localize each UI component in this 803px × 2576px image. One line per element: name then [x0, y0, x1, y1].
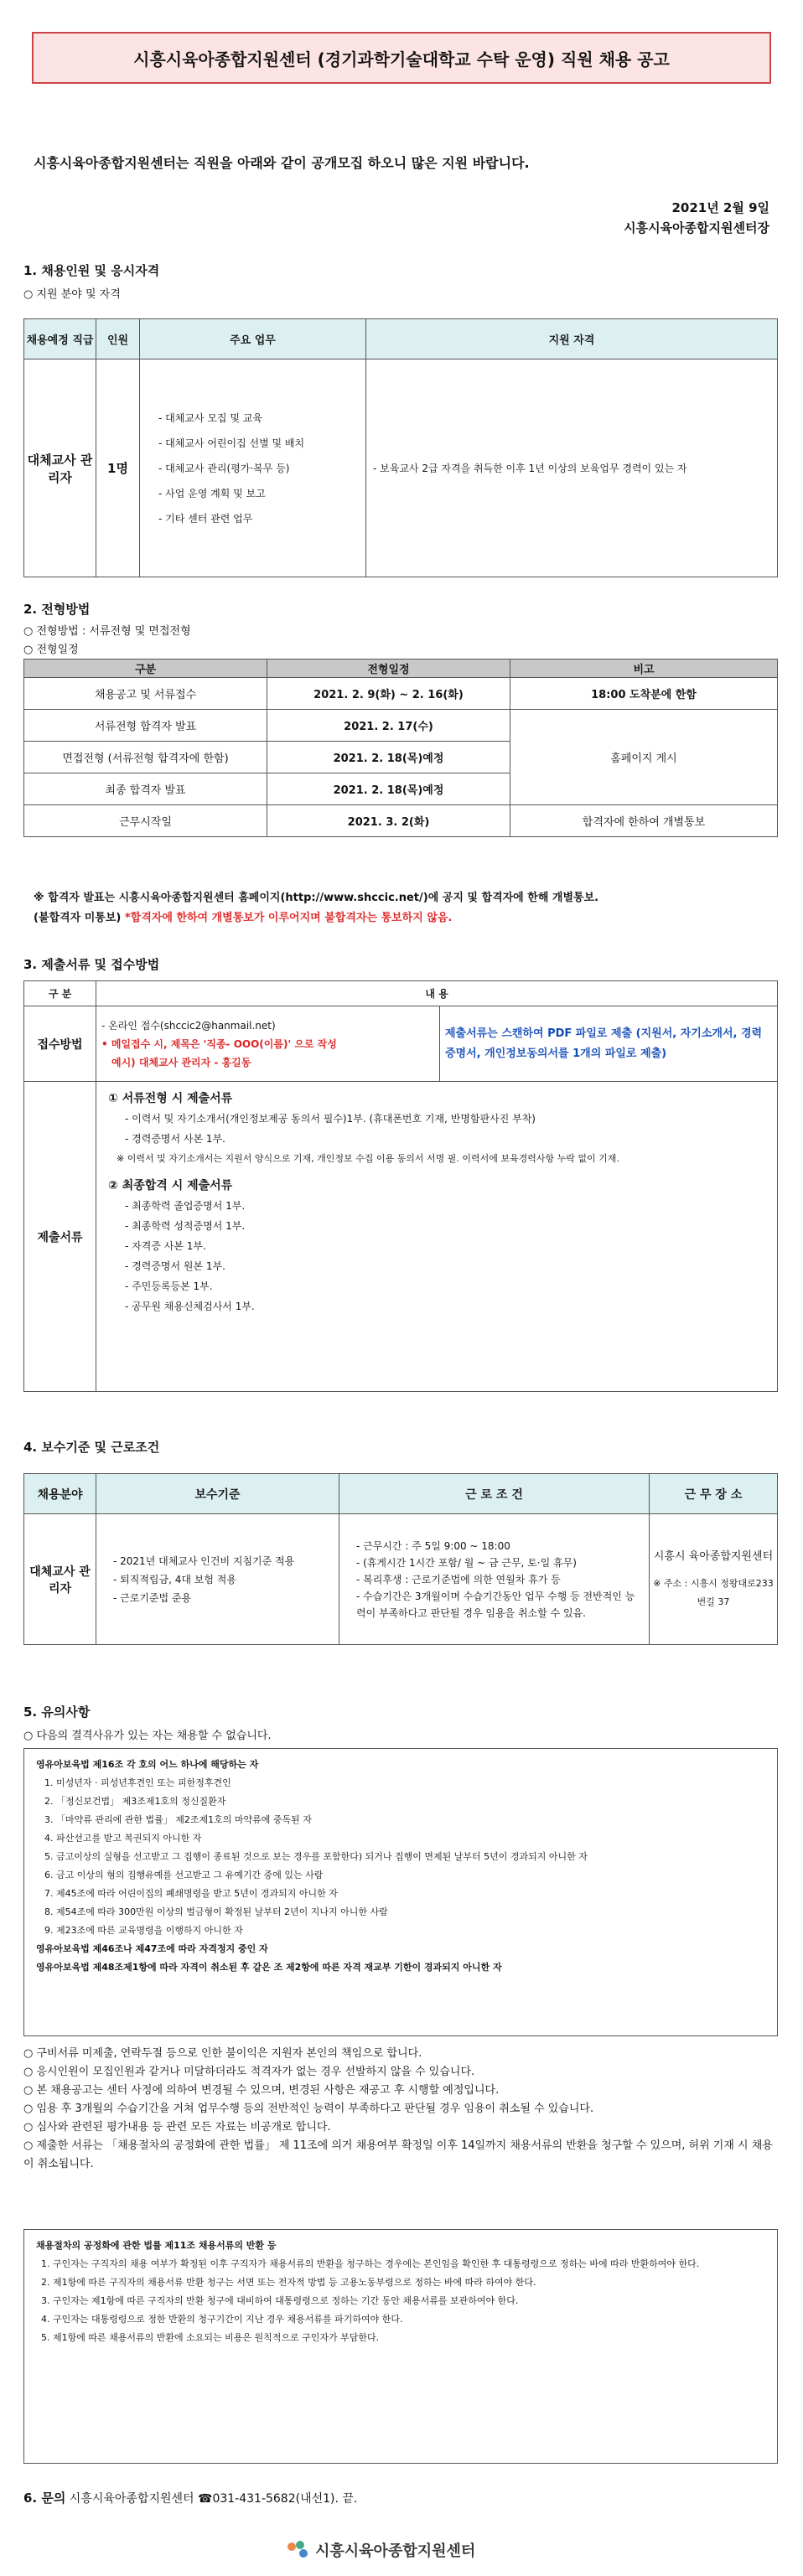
docs2-title: ② 최종합격 시 제출서류: [108, 1179, 233, 1192]
place-name: 시흥시 육아종합지원센터: [653, 1549, 774, 1563]
col-header: 전형일정: [267, 660, 510, 678]
col-header: 구분: [24, 660, 267, 678]
section-1-sub: ○ 지원 분야 및 자격: [23, 288, 121, 301]
method-example: 예시) 대체교사 관리자 - 홍길동: [111, 1056, 251, 1068]
field-cell: 대체교사 관리자: [24, 1514, 96, 1645]
doc-item: - 이력서 및 자기소개서(개인정보제공 동의서 필수)1부. (휴대폰번호 기재, 반명함판사진 부착): [125, 1109, 765, 1129]
method-right: 제출서류는 스캔하여 PDF 파일로 제출 (지원서, 자기소개서, 경력증명서, 개인정보동의서를 1개의 파일로 제출): [440, 1006, 778, 1082]
condition-item: - 수습기간은 3개월이며 수습기간동안 업무 수행 등 전반적인 능력이 부족하다고 판단될 경우 임용을 취소할 수 있음.: [356, 1588, 644, 1622]
method-left: [96, 1006, 440, 1082]
disqualification-item: 6. 금고 이상의 형의 집행유예를 선고받고 그 유예기간 중에 있는 사람: [44, 1870, 324, 1880]
disqualification-item: 1. 미성년자 · 피성년후견인 또는 피한정후견인: [44, 1777, 231, 1788]
col-header: 근 로 조 건: [339, 1474, 650, 1514]
footer-logo: [285, 2539, 475, 2561]
duties-list: [147, 406, 365, 531]
col-header: 주요 업무: [140, 319, 366, 360]
schedule-table: [23, 659, 778, 837]
pay-list: [101, 1552, 338, 1607]
section-2-title: 2. 전형방법: [23, 602, 91, 617]
return-rule-item: 5. 제1항에 따른 채용서류의 반환에 소요되는 비용은 원칙적으로 구인자가 부담한다.: [41, 2332, 380, 2343]
schedule-date: 2021. 3. 2(화): [267, 805, 510, 837]
pay-item: - 2021년 대체교사 인건비 지침기준 적용: [113, 1552, 338, 1570]
disqualification-item: 7. 제45조에 따라 어린이집의 폐쇄명령을 받고 5년이 경과되지 아니한 자: [44, 1888, 338, 1899]
center-logo-icon: [285, 2540, 310, 2560]
docs1-note: ※ 이력서 및 자기소개서는 지원서 양식으로 기재, 개인정보 수집 이용 동의서 서명 필. 이력서에 보육경력사항 누락 없이 기재.: [117, 1153, 619, 1164]
intro-text: 시흥시육아종합지원센터는 직원을 아래와 같이 공개모집 하오니 많은 지원 바랍니다.: [34, 155, 530, 171]
schedule-step: 최종 합격자 발표: [24, 773, 267, 805]
schedule-date: 2021. 2. 18(목)예정: [267, 773, 510, 805]
col-header: 채용예정 직급: [24, 319, 96, 360]
section-2-sub2: ○ 전형일정: [23, 644, 79, 656]
notice-bullet: ○ 심사와 관련된 평가내용 등 관련 모든 자료는 비공개로 합니다.: [23, 2121, 331, 2134]
schedule-date: 2021. 2. 9(화) ~ 2. 16(화): [267, 678, 510, 710]
schedule-note: 홈페이지 게시: [510, 710, 778, 805]
doc-item: - 공무원 채용신체검사서 1부.: [125, 1296, 765, 1316]
contact-text: 시흥시육아종합지원센터 ☎031-431-5682(내선1). 끝.: [69, 2492, 358, 2506]
doc-item: - 경력증명서 원본 1부.: [125, 1256, 765, 1276]
disqualification-item: 5. 금고이상의 실형을 선고받고 그 집행이 종료된 것으로 보는 경우를 포함한다) 되거나 집행이 면제된 날부터 5년이 경과되지 아니한 자: [44, 1851, 588, 1862]
section-3-title: 3. 제출서류 및 접수방법: [23, 957, 160, 972]
doc-item: - 최종학력 졸업증명서 1부.: [125, 1196, 765, 1216]
docs2-list: [108, 1196, 765, 1316]
duties-cell: [140, 360, 366, 577]
box2-list: [36, 2255, 765, 2347]
disqualification-item: 8. 제54조에 따라 300만원 이상의 벌금형이 확정된 날부터 2년이 지나지 아니한 사람: [44, 1906, 388, 1917]
duty-item: - 대체교사 모집 및 교육: [158, 406, 365, 431]
condition-item: - (휴게시간 1시간 포함/ 월 ~ 금 근무, 토·일 휴무): [356, 1554, 644, 1571]
docs-content: [96, 1082, 778, 1392]
box1-foot1: 영유아보육법 제46조나 제47조에 따라 자격정지 중인 자: [36, 1943, 268, 1954]
notice-bullet: ○ 구비서류 미제출, 연락두절 등으로 인한 불이익은 지원자 본인의 책임으로 합니다.: [23, 2047, 422, 2060]
qual-cell: - 보육교사 2급 자격을 취득한 이후 1년 이상의 보육업무 경력이 있는 자: [366, 360, 778, 577]
method-email: - 온라인 접수(shccic2@hanmail.net): [101, 1019, 276, 1032]
announcement-note: [34, 888, 780, 928]
notice-bullets: [23, 2045, 778, 2174]
notice-org: 시흥시육아종합지원센터장: [624, 220, 769, 235]
disqualification-box: [23, 1748, 778, 2036]
notice-bullet: ○ 응시인원이 모집인원과 같거나 미달하더라도 적격자가 없는 경우 선발하지 않을 수 있습니다.: [23, 2066, 475, 2078]
box2-head: 채용절차의 공정화에 관한 법률 제11조 채용서류의 반환 등: [36, 2240, 277, 2251]
cond-cell: [339, 1514, 650, 1645]
doc-item: - 주민등록등본 1부.: [125, 1276, 765, 1296]
salary-table: [23, 1473, 778, 1645]
schedule-step: 근무시작일: [24, 805, 267, 837]
col-header: 인원: [96, 319, 140, 360]
note-line-1: ※ 합격자 발표는 시흥시육아종합지원센터 홈페이지(http://www.shccic.net/)에 공지 및 합격자에 한해 개별통보.: [34, 892, 599, 904]
doc-item: - 자격증 사본 1부.: [125, 1236, 765, 1256]
box1-head: 영유아보육법 제16조 각 호의 어느 하나에 해당하는 자: [36, 1759, 259, 1770]
col-header: 비고: [510, 660, 778, 678]
col-header: 내 용: [96, 981, 778, 1006]
contact: [23, 2489, 357, 2506]
schedule-note: 18:00 도착분에 한함: [510, 678, 778, 710]
method-label: 접수방법: [24, 1006, 96, 1082]
col-header: 구 분: [24, 981, 96, 1006]
col-header: 보수기준: [96, 1474, 339, 1514]
note-line-2a: (불합격자 미통보): [34, 912, 122, 924]
box1-foot2: 영유아보육법 제48조제1항에 따라 자격이 취소된 후 같은 조 제2항에 따른 자격 재교부 기한이 경과되지 아니한 자: [36, 1962, 502, 1973]
pay-item: - 근로기준법 준용: [113, 1589, 338, 1607]
docs1-title: ① 서류전형 시 제출서류: [108, 1092, 233, 1105]
footer-text: 시흥시육아종합지원센터: [315, 2542, 476, 2560]
return-rule-item: 1. 구인자는 구직자의 채용 여부가 확정된 이후 구직자가 채용서류의 반환을 청구하는 경우에는 본인임을 확인한 후 대통령령으로 정하는 바에 따라 반환하여야 한다.: [41, 2258, 700, 2269]
col-header: 근 무 장 소: [650, 1474, 778, 1514]
section-5-title: 5. 유의사항: [23, 1704, 91, 1720]
schedule-date: 2021. 2. 18(목)예정: [267, 742, 510, 773]
documents-table: [23, 980, 778, 1392]
doc-item: - 최종학력 성적증명서 1부.: [125, 1216, 765, 1236]
duty-item: - 기타 센터 관련 업무: [158, 506, 365, 531]
section-1-title: 1. 채용인원 및 응시자격: [23, 263, 160, 278]
duty-item: - 대체교사 어린이집 선별 및 배치: [158, 431, 365, 456]
schedule-date: 2021. 2. 17(수): [267, 710, 510, 742]
col-header: 지원 자격: [366, 319, 778, 360]
positions-table: [23, 318, 778, 577]
notice-bullet: ○ 제출한 서류는 「채용절차의 공정화에 관한 법률」 제 11조에 의거 채용여부 확정일 이후 14일까지 채용서류의 반환을 청구할 수 있으며, 허위 기재 시 채용이 취소됩니다.: [23, 2139, 773, 2170]
schedule-step: 채용공고 및 서류접수: [24, 678, 267, 710]
method-subject: • 메일접수 시, 제목은 '직종- OOO(이름)' 으로 작성: [101, 1037, 337, 1050]
date-block: [624, 198, 769, 238]
return-rules-box: [23, 2229, 778, 2464]
disqualification-item: 9. 제23조에 따른 교육명령을 이행하지 아니한 자: [44, 1925, 243, 1936]
duty-item: - 사업 운영 계획 및 보고: [158, 481, 365, 506]
section-5-sub: ○ 다음의 결격사유가 있는 자는 채용할 수 없습니다.: [23, 1730, 272, 1742]
disqualification-item: 2. 「정신보건법」 제3조제1호의 정신질환자: [44, 1796, 226, 1807]
place-cell: [650, 1514, 778, 1645]
schedule-step: 면접전형 (서류전형 합격자에 한함): [24, 742, 267, 773]
schedule-note: 합격자에 한하여 개별통보: [510, 805, 778, 837]
col-header: 채용분야: [24, 1474, 96, 1514]
schedule-step: 서류전형 합격자 발표: [24, 710, 267, 742]
duty-item: - 대체교사 관리(평가·복무 등): [158, 456, 365, 481]
section-6-title: 6. 문의: [23, 2491, 66, 2506]
disqualification-item: 4. 파산선고를 받고 복권되지 아니한 자: [44, 1833, 202, 1844]
section-2-sub1: ○ 전형방법 : 서류전형 및 면접전형: [23, 625, 191, 638]
docs1-list: [108, 1109, 765, 1149]
section-4-title: 4. 보수기준 및 근로조건: [23, 1440, 160, 1455]
box1-list: [36, 1774, 765, 1940]
docs-label: 제출서류: [24, 1082, 96, 1392]
page-title: 시흥시육아종합지원센터 (경기과학기술대학교 수탁 운영) 직원 채용 공고: [32, 32, 771, 84]
return-rule-item: 2. 제1항에 따른 구직자의 채용서류 반환 청구는 서면 또는 전자적 방법 등 고용노동부령으로 정하는 바에 따라 하여야 한다.: [41, 2277, 536, 2288]
cond-list: [345, 1538, 644, 1622]
doc-item: - 경력증명서 사본 1부.: [125, 1129, 765, 1149]
count-cell: 1명: [96, 360, 140, 577]
disqualification-item: 3. 「마약류 관리에 관한 법률」 제2조제1호의 마약류에 중독된 자: [44, 1814, 312, 1825]
place-address: ※ 주소 : 시흥시 정왕대로233번길 37: [653, 1577, 774, 1607]
condition-item: - 근무시간 : 주 5일 9:00 ~ 18:00: [356, 1538, 644, 1554]
return-rule-item: 3. 구인자는 제1항에 따른 구직자의 반환 청구에 대비하여 대통령령으로 정하는 기간 동안 채용서류를 보관하여야 한다.: [41, 2295, 519, 2306]
return-rule-item: 4. 구인자는 대통령령으로 정한 반환의 청구기간이 지난 경우 채용서류를 파기하여야 한다.: [41, 2314, 403, 2325]
note-line-2b: *합격자에 한하여 개별통보가 이루어지며 불합격자는 통보하지 않음.: [124, 912, 453, 924]
pay-item: - 퇴직적립금, 4대 보험 적용: [113, 1570, 338, 1589]
notice-date: 2021년 2월 9일: [671, 200, 769, 215]
role-cell: 대체교사 관리자: [24, 360, 96, 577]
notice-bullet: ○ 본 채용공고는 센터 사정에 의하여 변경될 수 있으며, 변경된 사항은 재공고 후 시행할 예정입니다.: [23, 2084, 500, 2097]
condition-item: - 복리후생 : 근로기준법에 의한 연월차 휴가 등: [356, 1571, 644, 1588]
pay-cell: [96, 1514, 339, 1645]
notice-bullet: ○ 임용 후 3개월의 수습기간을 거쳐 업무수행 등의 전반적인 능력이 부족하다고 판단될 경우 임용이 취소될 수 있습니다.: [23, 2103, 594, 2115]
